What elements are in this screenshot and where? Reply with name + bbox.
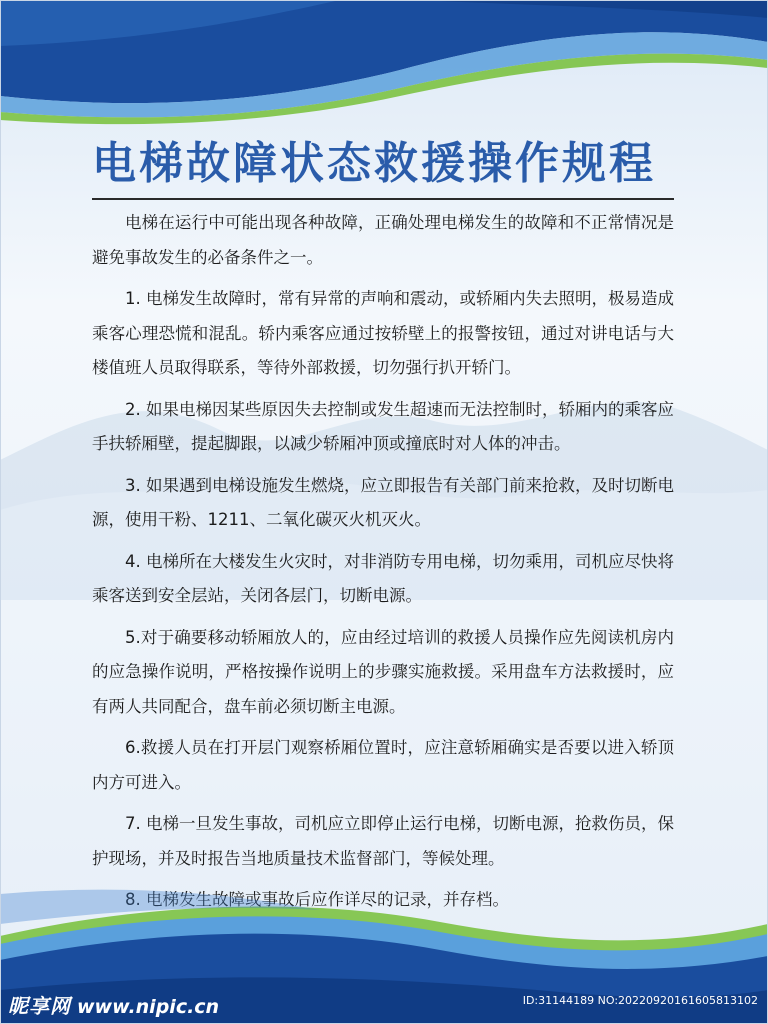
watermark-logo: [8, 990, 219, 1019]
watermark-brand: 昵享网: [8, 994, 71, 1018]
rule-item-7: 7. 电梯一旦发生事故，司机应立即停止运行电梯，切断电源，抢救伤员，保护现场，并及时报告当地质量技术监督部门，等候处理。: [92, 814, 674, 868]
watermark-url: www.nipic.cn: [77, 996, 220, 1018]
regulation-body: [92, 206, 674, 925]
watermark-id: ID:31144189 NO:20220920161605813102: [522, 994, 758, 1007]
rule-item-5: 5.对于确要移动轿厢放人的，应由经过培训的救援人员操作应先阅读机房内的应急操作说明，严格按操作说明上的步骤实施救援。采用盘车方法救援时，应有两人共同配合，盘车前必须切断主电源。: [92, 627, 674, 716]
rule-item-3: 3. 如果遇到电梯设施发生燃烧，应立即报告有关部门前来抢救，及时切断电源，使用干粉、1211、二氧化碳灭火机灭火。: [92, 475, 674, 529]
page-title: 电梯故障状态救援操作规程: [92, 138, 656, 189]
rule-item-4: 4. 电梯所在大楼发生火灾时，对非消防专用电梯，切勿乘用，司机应尽快将乘客送到安全层站，关闭各层门，切断电源。: [92, 551, 674, 605]
intro-paragraph: 电梯在运行中可能出现各种故障，正确处理电梯发生的故障和不正常情况是避免事故发生的必备条件之一。: [92, 213, 674, 267]
rule-item-2: 2. 如果电梯因某些原因失去控制或发生超速而无法控制时，轿厢内的乘客应手扶轿厢壁，提起脚跟，以减少轿厢冲顶或撞底时对人体的冲击。: [92, 399, 674, 453]
rule-item-8: 8. 电梯发生故障或事故后应作详尽的记录，并存档。: [125, 890, 509, 909]
title-underline: [92, 198, 674, 200]
rule-item-6: 6.救援人员在打开层门观察桥厢位置时，应注意轿厢确实是否要以进入轿顶内方可进入。: [92, 738, 674, 792]
rule-item-1: 1. 电梯发生故障时，常有异常的声响和震动，或轿厢内失去照明，极易造成乘客心理恐慌和混乱。轿内乘客应通过按轿壁上的报警按钮，通过对讲电话与大楼值班人员取得联系，等待外部救援，切勿强行扒开轿门。: [92, 289, 674, 377]
top-wave-decoration: [0, 0, 768, 140]
